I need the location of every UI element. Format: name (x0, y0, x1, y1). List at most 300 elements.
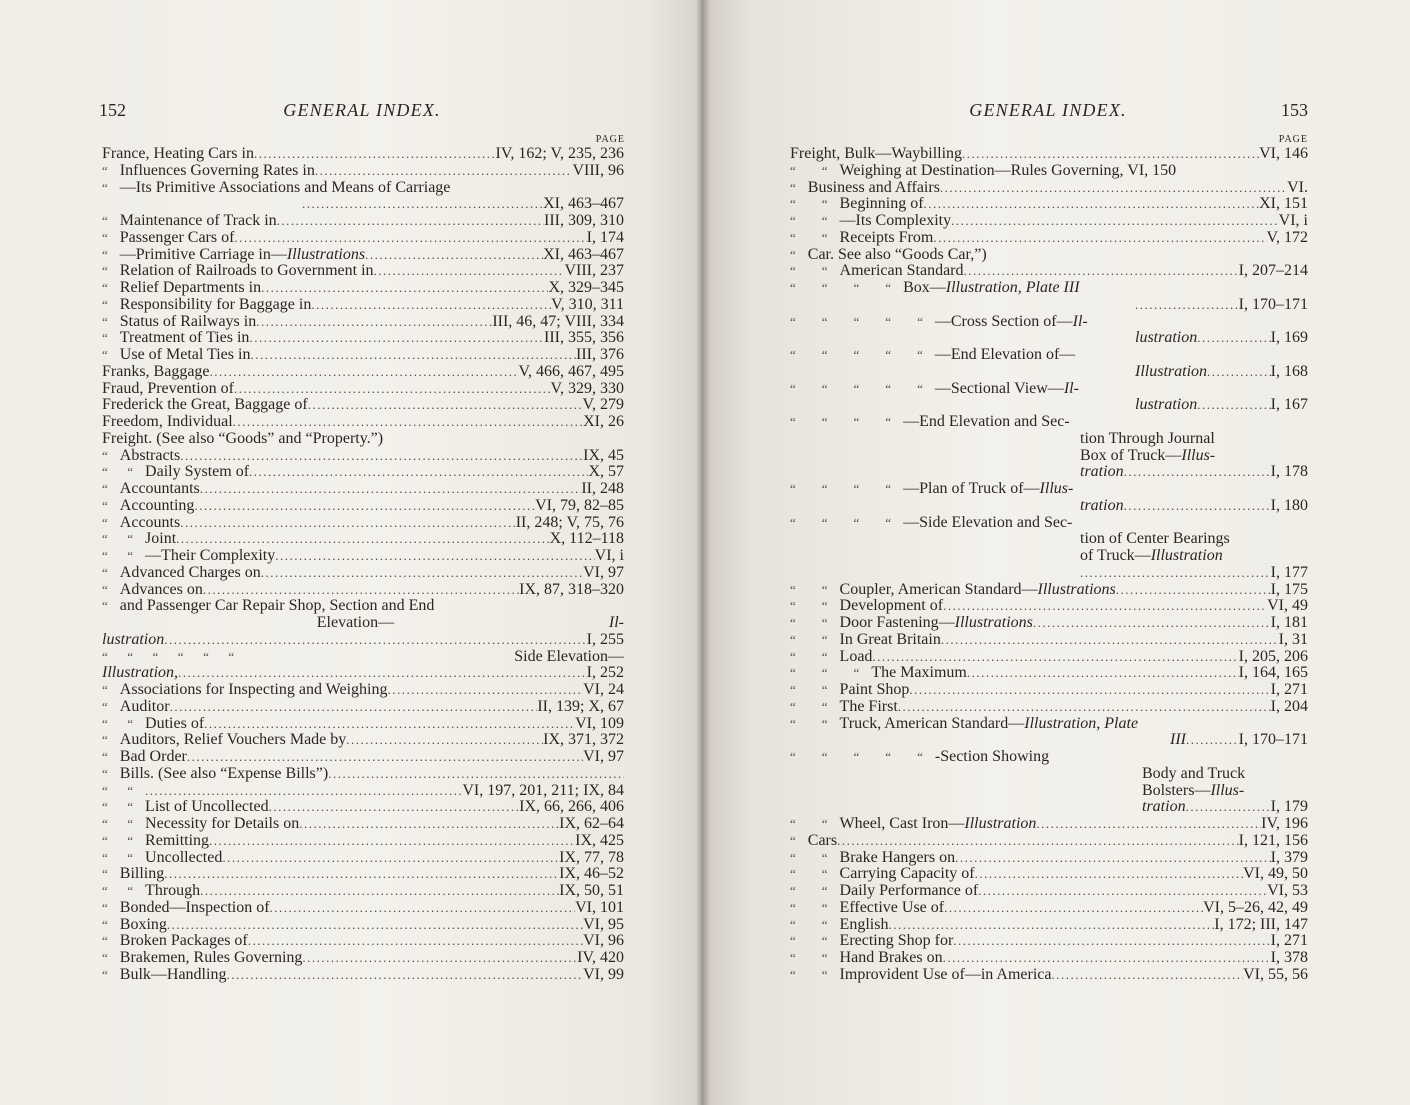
ditto-marks: “ (102, 899, 108, 915)
ditto-marks: “ “ (790, 631, 828, 647)
dot-leader (164, 866, 559, 883)
dot-leader (837, 833, 1239, 850)
index-entry (790, 330, 1308, 347)
dot-leader (909, 682, 1270, 699)
ditto-marks: “ “ (790, 866, 828, 882)
entry-text: Brake Hangers on (839, 848, 956, 866)
entry-text: English (839, 915, 889, 933)
index-entry (790, 950, 1308, 967)
page-reference: I, 271 (1270, 681, 1308, 698)
dot-leader (940, 180, 1287, 197)
entry-text: —Primitive Carriage in— (119, 245, 287, 263)
page-reference: I, 207–214 (1238, 262, 1308, 280)
page-reference: IX, 87, 318–320 (519, 580, 624, 598)
index-entry (102, 481, 624, 498)
page-reference: VI, 146 (1259, 145, 1308, 162)
ditto-marks: “ “ (790, 933, 828, 949)
page-reference: VI, 79, 82–85 (535, 496, 624, 514)
dot-leader (387, 682, 583, 699)
ditto-marks: “ “ (790, 966, 828, 982)
entry-text: and Passenger Car Repair Shop, Section and End (119, 597, 435, 615)
index-entry (790, 799, 1308, 816)
entry-text: —Their Complexity (145, 547, 276, 564)
dot-leader (888, 917, 1214, 934)
ditto-marks: “ “ “ “ “ (790, 313, 923, 329)
page-reference: X, 57 (588, 463, 624, 481)
ditto-marks: “ “ (102, 883, 134, 898)
entry-italic-text: III (1170, 731, 1186, 749)
ditto-marks: “ (790, 246, 796, 262)
page-column-label: PAGE (595, 134, 625, 145)
page-reference: V, 329, 330 (550, 379, 624, 397)
entry-text: Fraud, Prevention of (102, 379, 234, 397)
index-entry (790, 649, 1308, 666)
ditto-marks: “ (102, 732, 108, 748)
index-entry (790, 850, 1308, 867)
page-reference: II, 248 (581, 480, 624, 497)
ditto-marks: “ “ (790, 615, 828, 630)
entry-text: The First (839, 697, 898, 715)
page-reference: I, 174 (586, 228, 624, 246)
index-entry (790, 498, 1308, 515)
page-reference: VI, i (594, 547, 624, 564)
dot-leader (234, 230, 586, 247)
dot-leader (167, 917, 583, 934)
ditto-marks: “ (102, 280, 108, 295)
entry-text: Weighing at Destination—Rules Governing, VI, 150 (839, 161, 1177, 179)
index-entry (102, 649, 624, 666)
dot-leader (203, 582, 519, 599)
dot-leader (194, 498, 535, 515)
entry-text: Relief Departments in (119, 279, 262, 296)
entry-text: Daily Performance of (839, 882, 979, 899)
entry-text: —Cross Section of— (934, 312, 1073, 330)
page-reference: III, 376 (576, 346, 624, 363)
dot-leader (178, 665, 587, 682)
entry-text: American Standard (839, 262, 964, 280)
index-entry (790, 414, 1308, 431)
dot-leader (277, 213, 544, 230)
dot-leader (1033, 615, 1271, 632)
entry-text: Broken Packages of (119, 932, 248, 950)
entry-text: Influences Governing Rates in (119, 161, 315, 179)
entry-text: Daily System of (145, 463, 250, 481)
entry-text: Freedom, Individual (102, 413, 233, 430)
ditto-marks: “ “ (102, 531, 134, 547)
entry-text: Hand Brakes on (839, 949, 943, 966)
entry-text: Franks, Baggage (102, 362, 210, 380)
index-entry (790, 263, 1308, 280)
index-entry (102, 180, 624, 197)
page-reference: I, 271 (1270, 932, 1308, 950)
index-entry (102, 766, 624, 783)
page-reference: I, 172; III, 147 (1214, 915, 1308, 933)
page-reference: III, 46, 47; VIII, 334 (492, 312, 624, 330)
dot-leader (978, 883, 1267, 900)
dot-leader (872, 649, 1238, 666)
index-entry (102, 883, 624, 900)
entry-text: Box of Truck— (1080, 446, 1182, 464)
page-reference: X, 329–345 (548, 279, 624, 296)
page-reference: I, 177 (1270, 563, 1308, 581)
dot-leader (299, 816, 559, 833)
entry-text: Advances on (119, 580, 203, 598)
ditto-marks: “ (102, 330, 108, 346)
page-reference: I, 255 (586, 630, 624, 648)
ditto-marks: “ “ (102, 849, 134, 865)
index-entry (102, 146, 624, 163)
ditto-marks: “ (790, 179, 796, 195)
page-reference: XI, 26 (583, 413, 624, 430)
index-entry (102, 414, 624, 431)
entry-text: Associations for Inspecting and Weighing (119, 681, 388, 698)
entry-text: of Truck— (1080, 547, 1151, 564)
index-entry (102, 196, 624, 213)
dot-leader (270, 900, 576, 917)
dot-leader (145, 783, 462, 800)
index-entry (790, 364, 1308, 381)
index-entry (102, 900, 624, 917)
ditto-marks: “ (102, 682, 108, 697)
dot-leader (944, 900, 1203, 917)
entry-italic-text: tration (1080, 463, 1124, 481)
index-entry (102, 632, 624, 649)
dot-leader (962, 146, 1259, 163)
ditto-marks: “ “ (790, 213, 828, 228)
ditto-marks: “ “ (790, 698, 828, 714)
ditto-marks: “ (102, 514, 108, 530)
index-entry (102, 381, 624, 398)
entry-italic-text: tration (1142, 798, 1186, 816)
ditto-marks: “ (102, 866, 108, 882)
index-entry (790, 548, 1308, 565)
page-reference: VI, 24 (583, 681, 624, 698)
entry-text: Car. See also “Goods Car,”) (807, 245, 987, 263)
index-entry (790, 699, 1308, 716)
entry-italic-text: Illus- (1181, 446, 1216, 464)
entry-text: —Plan of Truck of— (903, 480, 1040, 497)
page-number: 153 (1281, 100, 1308, 120)
page-reference: VI, 53 (1267, 882, 1308, 899)
ditto-marks: “ “ “ “ (790, 414, 892, 429)
entry-text: Paint Shop (839, 681, 910, 698)
page-reference: XI, 151 (1259, 195, 1308, 213)
entry-text: Maintenance of Track in (119, 212, 277, 229)
page-reference: VIII, 237 (564, 262, 624, 280)
ditto-marks: “ (102, 229, 108, 245)
entry-text: —Side Elevation and Sec- (903, 513, 1073, 531)
page-reference: VI, 97 (583, 748, 624, 765)
entry-text: Receipts From (839, 228, 934, 246)
ditto-marks: “ (102, 933, 108, 949)
ditto-marks: “ “ (790, 162, 828, 178)
index-entry (102, 783, 624, 800)
index-entry (790, 682, 1308, 699)
entry-text: Relation of Railroads to Government in (119, 262, 374, 280)
ditto-marks: “ (102, 497, 108, 513)
index-entry (102, 749, 624, 766)
entry-text: Auditor (119, 697, 170, 715)
ditto-marks: “ “ (102, 464, 134, 480)
index-entry (790, 967, 1308, 984)
index-entry (790, 381, 1308, 398)
entry-italic-text: Illustrations (954, 614, 1033, 631)
page-reference: IX, 77, 78 (559, 848, 624, 866)
ditto-marks: “ “ (790, 883, 828, 898)
index-entry (102, 515, 624, 532)
entry-italic-text: Illustration (1150, 547, 1223, 564)
entry-text: Truck, American Standard— (839, 714, 1025, 732)
dot-leader (275, 548, 594, 565)
ditto-marks: “ “ “ “ “ (790, 749, 923, 764)
ditto-marks: “ “ (102, 799, 134, 815)
page-reference: V, 279 (582, 396, 624, 414)
index-entry (790, 615, 1308, 632)
dot-leader (955, 850, 1271, 867)
index-entry (790, 783, 1308, 800)
page-reference: VI, 95 (583, 915, 624, 933)
dot-leader (315, 163, 573, 180)
ditto-marks: “ “ “ “ “ (790, 380, 923, 396)
ditto-marks: “ “ “ “ (790, 280, 892, 295)
entry-italic-text: Illus- (1210, 781, 1245, 799)
page-reference: VI. (1287, 178, 1308, 196)
index-entry (102, 582, 624, 599)
ditto-marks: “ “ “ (790, 665, 860, 681)
entry-text: —End Elevation and Sec- (903, 413, 1070, 430)
index-entry (102, 866, 624, 883)
index-entry (790, 247, 1308, 264)
entry-italic-text: Illustration, Plate III (945, 279, 1080, 296)
ditto-marks: “ “ (102, 816, 134, 831)
index-entry (790, 565, 1308, 582)
page-number: 152 (99, 100, 126, 120)
ditto-marks: “ “ “ “ “ (790, 347, 923, 362)
entry-text: Bills. (See also “Expense Bills”) (119, 764, 329, 782)
page-reference: I, 175 (1270, 580, 1308, 598)
index-entry (790, 347, 1308, 364)
ditto-marks: “ (102, 179, 108, 195)
index-entry (102, 213, 624, 230)
ditto-marks: “ (102, 296, 108, 312)
ditto-marks: “ “ (790, 715, 828, 731)
ditto-marks: “ (102, 564, 108, 580)
index-entry (790, 163, 1308, 180)
dot-leader (176, 531, 549, 548)
running-title: GENERAL INDEX. (283, 100, 441, 120)
dot-leader (200, 883, 559, 900)
entry-text: Beginning of (839, 195, 924, 213)
dot-leader (1197, 330, 1270, 347)
dot-leader (328, 766, 624, 783)
entry-italic-text: tration (1080, 496, 1124, 514)
page-reference: IX, 371, 372 (543, 731, 624, 749)
dot-leader (311, 297, 551, 314)
page-column-label: PAGE (1278, 134, 1308, 145)
page-reference: III, 309, 310 (544, 212, 624, 229)
entry-text: Frederick the Great, Baggage of (102, 396, 308, 414)
dot-leader (222, 850, 559, 867)
index-entry (790, 883, 1308, 900)
page-reference: VI, 109 (575, 714, 624, 732)
index-entry (102, 364, 624, 381)
ditto-marks: “ “ (790, 229, 828, 245)
dot-leader (1124, 464, 1271, 481)
index-entry (102, 950, 624, 967)
index-entry (790, 866, 1308, 883)
page-reference: I, 121, 156 (1238, 831, 1308, 849)
index-entry (790, 732, 1308, 749)
dot-leader (1116, 582, 1271, 599)
page-reference: II, 139; X, 67 (537, 697, 624, 715)
entry-text: -Section Showing (934, 748, 1050, 765)
dot-leader (967, 665, 1239, 682)
ditto-marks: “ “ “ “ (790, 481, 892, 496)
entry-text: Coupler, American Standard— (839, 580, 1038, 598)
entry-text: Boxing (119, 915, 167, 933)
entry-text: Body and Truck (1142, 764, 1246, 782)
dot-leader (1197, 397, 1270, 414)
page-reference: I, 204 (1270, 697, 1308, 715)
entry-text: Load (839, 647, 873, 665)
ditto-marks: “ (102, 313, 108, 329)
page-reference: II, 248; V, 75, 76 (515, 513, 624, 531)
index-entry (102, 330, 624, 347)
dot-leader (1135, 297, 1239, 314)
index-entry (790, 397, 1308, 414)
dot-leader (234, 381, 551, 398)
entry-text: Side Elevation— (514, 647, 624, 665)
page-reference: I, 179 (1270, 798, 1308, 816)
page-reference: I, 170–171 (1238, 295, 1308, 313)
index-entry (790, 314, 1308, 331)
ditto-marks: “ “ (790, 899, 828, 915)
index-entry (790, 598, 1308, 615)
dot-leader (1080, 565, 1271, 582)
dot-leader (180, 515, 515, 532)
ditto-marks: “ “ (790, 682, 828, 697)
entry-text: —Its Complexity (839, 212, 952, 229)
page-reference: IX, 66, 266, 406 (519, 798, 624, 816)
entry-italic-text: Illustration, (102, 664, 179, 682)
index-entry (102, 297, 624, 314)
index-entry (102, 565, 624, 582)
dot-leader (374, 263, 565, 280)
page-reference: IX, 46–52 (559, 865, 624, 883)
page-reference: I, 168 (1270, 362, 1308, 380)
entry-text: Elevation— (316, 614, 395, 631)
dot-leader (346, 732, 543, 749)
entry-text: Treatment of Ties in (119, 329, 250, 347)
entry-text: Accounts (119, 513, 181, 531)
entry-text: List of Uncollected (145, 798, 269, 816)
entry-text: Bad Order (119, 748, 187, 765)
page-reference: X, 112–118 (549, 530, 624, 548)
dot-leader (1207, 364, 1271, 381)
entry-text: Development of (839, 597, 944, 615)
entry-text: Bolsters— (1142, 781, 1211, 799)
page-reference: VI, 97 (583, 563, 624, 581)
index-entry (102, 464, 624, 481)
dot-leader (249, 330, 544, 347)
entry-text: Door Fastening— (839, 614, 955, 631)
dot-leader (943, 950, 1271, 967)
entry-text: The Maximum (871, 664, 967, 682)
entry-italic-text: Il- (1072, 312, 1088, 330)
entry-text: Advanced Charges on (119, 563, 261, 581)
entry-italic-text: Illustrations (1037, 580, 1116, 598)
dot-leader (187, 749, 583, 766)
index-entry (790, 749, 1308, 766)
entry-text: Cars (807, 831, 838, 849)
dot-leader (1036, 816, 1261, 833)
index-entry (790, 716, 1308, 733)
index-entries (102, 146, 624, 984)
book-gutter (696, 0, 710, 1105)
index-entry (790, 146, 1308, 163)
entry-text: Box— (903, 279, 946, 296)
entry-text: Joint (145, 530, 177, 548)
ditto-marks: “ “ (790, 950, 828, 965)
page-reference: I, 181 (1270, 614, 1308, 631)
dot-leader (1124, 498, 1271, 515)
entry-italic-text: Illustrations (286, 245, 366, 263)
dot-leader (180, 448, 583, 465)
dot-leader (261, 565, 583, 582)
dot-leader (254, 146, 496, 163)
ditto-marks: “ (102, 916, 108, 932)
index-entry (790, 531, 1308, 548)
entry-text: Accounting (119, 496, 195, 514)
ditto-marks: “ (102, 950, 108, 965)
index-entry (790, 213, 1308, 230)
entry-italic-text: lustration (102, 630, 165, 648)
entry-text: Abstracts (119, 446, 181, 464)
left-page-header (99, 100, 625, 122)
ditto-marks: “ “ (102, 548, 134, 563)
entry-italic-text: Illus- (1039, 480, 1074, 497)
page-reference: IV, 420 (577, 949, 624, 966)
index-entry (102, 816, 624, 833)
index-entry (102, 917, 624, 934)
entry-text: Passenger Cars of (119, 228, 235, 246)
page-reference: VI, 49, 50 (1243, 865, 1308, 883)
page-reference: I, 31 (1278, 630, 1308, 648)
page-reference: IX, 425 (575, 831, 624, 849)
ditto-marks: “ “ (790, 581, 828, 597)
ditto-marks: “ “ (790, 598, 828, 614)
ditto-marks: “ (102, 698, 108, 714)
dot-leader (302, 196, 543, 213)
page-reference: I, 170–171 (1238, 731, 1308, 749)
entry-text: Erecting Shop for (839, 932, 954, 950)
dot-leader (898, 699, 1271, 716)
page-reference: I, 378 (1270, 949, 1308, 966)
ditto-marks: “ (102, 246, 108, 262)
page-reference: VIII, 96 (572, 161, 624, 179)
index-entry (790, 833, 1308, 850)
index-entry (102, 933, 624, 950)
index-entry (102, 347, 624, 364)
entry-text: Accountants (119, 480, 200, 497)
index-entry (790, 665, 1308, 682)
entry-text: Bonded—Inspection of (119, 898, 270, 916)
entry-italic-text: Il- (608, 614, 624, 631)
ditto-marks: “ “ “ “ “ “ (102, 648, 235, 664)
dot-leader (261, 280, 548, 297)
dot-leader (308, 397, 583, 414)
entry-text: Responsibility for Baggage in (119, 295, 312, 313)
